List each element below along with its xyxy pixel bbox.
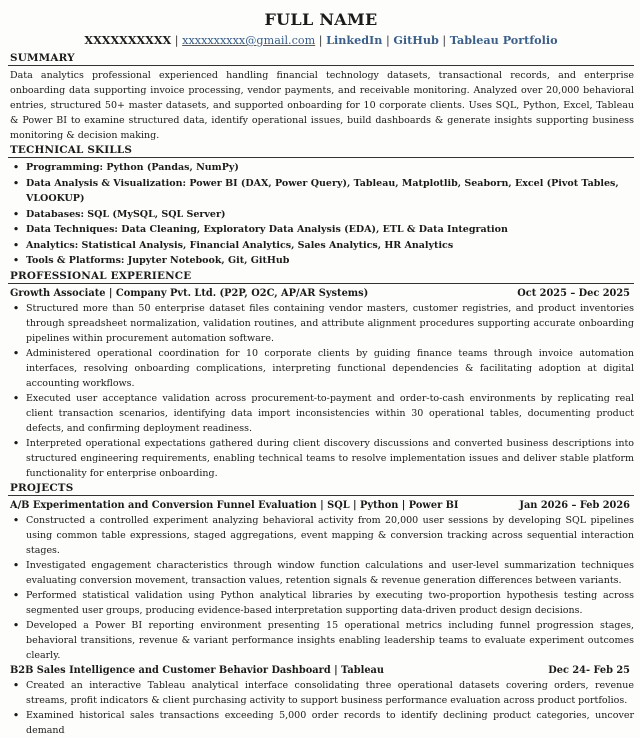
- project-bullet: • Created an interactive Tableau analytical interface consolidating three operational datasets covering orders, revenue streams, profit indicators & client purchasing activity to support business performance evaluation across product portfolios.: [8, 678, 634, 708]
- job-dates: Oct 2025 – Dec 2025: [517, 287, 630, 299]
- resume-page: [8, 0, 634, 738]
- summary-text: Data analytics professional experienced handling financial technology datasets, transactional records, and enterprise onboarding data supporting invoice processing, vendor payments, and receivable monitoring. Analyzed over 20,000 behavioral entries, structured 50+ master datasets, and supported onboarding for 10 corporate clients. Uses SQL, Python, Excel, Tableau & Power BI to examine structured data, identify operational issues, build dashboards & generate insights supporting business monitoring & decision making.: [10, 70, 634, 141]
- job-header: [8, 286, 634, 301]
- skill-item: • Analytics: Statistical Analysis, Financial Analytics, Sales Analytics, HR Analytics: [8, 238, 634, 254]
- skill-item: • Data Analysis & Visualization: Power BI (DAX, Power Query), Tableau, Matplotlib, Seaborn, Excel (Pivot Tables, VLOOKUP): [8, 176, 634, 207]
- project-bullet: • Examined historical sales transactions exceeding 5,000 order records to identify declining product categories, uncover demand: [8, 708, 634, 738]
- project-bullet: • Constructed a controlled experiment analyzing behavioral activity from 20,000 user sessions by developing SQL pipelines using common table expressions, staged aggregations, event mapping & conversion tracking across sequential interaction stages.: [8, 513, 634, 558]
- job-bullet: • Administered operational coordination for 10 corporate clients by guiding finance teams through invoice automation interfaces, resolving onboarding complications, interpreting functional dependencies & facilitating adoption at digital accounting workflows.: [8, 346, 634, 391]
- separator: |: [174, 34, 179, 47]
- experience-heading: PROFESSIONAL EXPERIENCE: [8, 270, 634, 284]
- project-bullet: • Performed statistical validation using Python analytical libraries by executing two-proportion hypothesis testing across segmented user groups, producing evidence-based interpretation supporting data-driven product design decisions.: [8, 588, 634, 618]
- skill-item: • Data Techniques: Data Cleaning, Exploratory Data Analysis (EDA), ETL & Data Integration: [8, 222, 634, 238]
- contact-line: [8, 32, 634, 49]
- project-header: [8, 498, 634, 513]
- linkedin-link[interactable]: LinkedIn: [326, 33, 383, 47]
- project-title: B2B Sales Intelligence and Customer Behavior Dashboard | Tableau: [10, 664, 385, 676]
- separator: |: [385, 34, 390, 47]
- project-bullets: [8, 678, 634, 738]
- project-title: A/B Experimentation and Conversion Funnel Evaluation | SQL | Python | Power BI: [10, 499, 459, 511]
- project-dates: Jan 2026 – Feb 2026: [519, 499, 630, 511]
- job-bullet: • Executed user acceptance validation across procurement-to-payment and order-to-cash environments by replicating real client transaction scenarios, identifying data import inconsistencies within 30 operational tables, documenting product defects, and confirming deployment readiness.: [8, 391, 634, 436]
- skill-item: • Tools & Platforms: Jupyter Notebook, Git, GitHub: [8, 253, 634, 269]
- project-dates: Dec 24- Feb 25: [548, 664, 630, 676]
- separator: |: [318, 34, 323, 47]
- skill-item: • Databases: SQL (MySQL, SQL Server): [8, 207, 634, 223]
- project-bullet: • Developed a Power BI reporting environment presenting 15 operational metrics including funnel progression stages, behavioral transitions, revenue & variant performance insights enabling leadership teams to evaluate experiment outcomes clearly.: [8, 618, 634, 663]
- job-bullet: • Interpreted operational expectations gathered during client discovery discussions and converted business descriptions into structured engineering requirements, enabling technical teams to resolve implementation issues and deliver stable platform functionality for enterprise onboarding.: [8, 436, 634, 481]
- project-header: [8, 663, 634, 678]
- skills-list: [8, 160, 634, 269]
- skills-heading: TECHNICAL SKILLS: [8, 144, 634, 158]
- phone-number: XXXXXXXXXX: [84, 33, 172, 47]
- skill-item: • Programming: Python (Pandas, NumPy): [8, 160, 634, 176]
- projects-heading: PROJECTS: [8, 482, 634, 496]
- github-link[interactable]: GitHub: [393, 33, 439, 47]
- job-bullet: • Structured more than 50 enterprise dataset files containing vendor masters, customer registries, and product inventories through spreadsheet normalization, validation routines, and attribute alignment procedures supporting accurate onboarding pipelines within procurement automation software.: [8, 301, 634, 346]
- project-bullets: [8, 513, 634, 663]
- tableau-portfolio-link[interactable]: Tableau Portfolio: [449, 33, 558, 47]
- project-bullet: • Investigated engagement characteristics through window function calculations and user-level summarization techniques evaluating conversion movement, transaction values, retention signals & revenue generation differences between variants.: [8, 558, 634, 588]
- candidate-name: FULL NAME: [264, 10, 378, 29]
- summary-heading: SUMMARY: [8, 52, 634, 66]
- email-link[interactable]: xxxxxxxxxx@gmail.com: [182, 34, 316, 47]
- separator: |: [442, 34, 447, 47]
- job-title: Growth Associate | Company Pvt. Ltd. (P2P, O2C, AP/AR Systems): [10, 287, 369, 299]
- job-bullets: [8, 301, 634, 481]
